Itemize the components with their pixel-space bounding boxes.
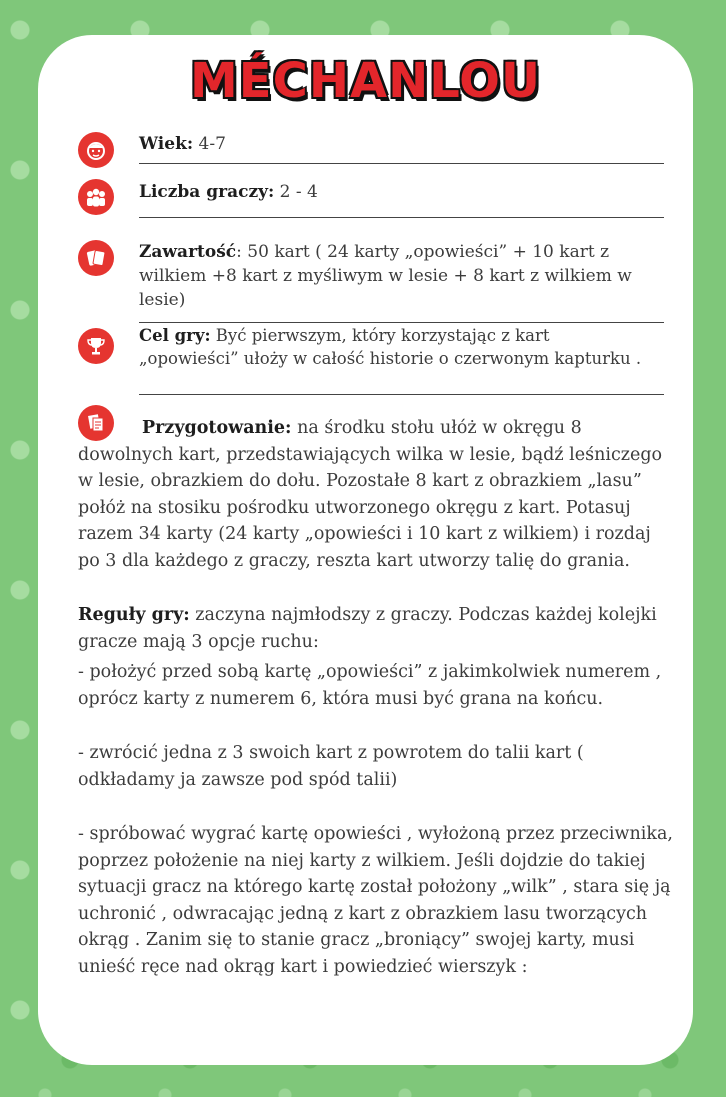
divider [139, 394, 664, 395]
rules-option-3: - spróbować wygrać kartę opowieści , wyłożoną przez przeciwnika, poprzez położenie na niej karty z wilkiem. Jeśli dojdzie do takiej sytuacji gracz na którego kartę został położony „wilk” , stara się ją uchronić , odwracając jedną z kart z obrazkiem lasu tworzących okrąg . Zanim się to stanie gracz „broniący” swojej karty, musi unieść ręce nad okrąg kart i powiedzieć wierszyk : [78, 824, 673, 977]
players-label: Liczba graczy: [139, 182, 275, 202]
goal-value: Być pierwszym, który korzystając z kart „opowieści” ułoży w całość historie o czerwonym kapturku . [139, 326, 642, 368]
divider [139, 217, 664, 218]
age-value: 4-7 [193, 134, 226, 154]
setup-text: na środku stołu ułóż w okręgu 8 dowolnych kart, przedstawiających wilka w lesie, bądź leśniczego w lesie, obrazkiem do dołu. Pozostałe 8 kart z obrazkiem „lasu” połóż na stosiku pośrodku utworzonego okręgu z kart. Potasuj razem 34 karty (24 karty „opowieści i 10 kart z wilkiem) i rozdaj po 3 dla każdego z graczy, reszta kart utworzy talię do grania. [78, 418, 663, 571]
players-row [139, 180, 318, 204]
players-value: 2 - 4 [274, 182, 318, 202]
rules-card [38, 35, 693, 1065]
setup-label: Przygotowanie: [142, 418, 292, 438]
main-text [78, 415, 678, 980]
players-group-icon [78, 179, 114, 215]
rules-option-1: - położyć przed sobą kartę „opowieści” z jakimkolwiek numerem , oprócz karty z numerem 6, która musi być grana na końcu. [78, 662, 662, 709]
rules-label: Reguły gry: [78, 605, 190, 625]
divider [139, 163, 664, 164]
contents-label: Zawartość [139, 242, 237, 262]
game-logo: MÉCHANLOU [190, 53, 541, 109]
rules-option-2: - zwrócić jedna z 3 swoich kart z powrotem do talii kart ( odkładamy ja zawsze pod spód talii) [78, 743, 584, 790]
rules-intro: zaczyna najmłodszy z graczy. Podczas każdej kolejki gracze mają 3 opcje ruchu: [78, 605, 657, 652]
contents-row [139, 240, 679, 312]
contents-value: : 50 kart ( 24 karty „opowieści” + 10 kart z wilkiem +8 kart z myśliwym w lesie + 8 kart z wilkiem w lesie) [139, 242, 632, 310]
divider [139, 322, 664, 323]
trophy-icon [78, 328, 114, 364]
cards-icon [78, 240, 114, 276]
age-label: Wiek: [139, 134, 194, 154]
child-face-icon [78, 132, 114, 168]
goal-row [139, 325, 649, 370]
rules-paragraph [78, 602, 678, 655]
setup-paragraph [78, 415, 678, 574]
goal-label: Cel gry: [139, 326, 211, 345]
age-row [139, 132, 226, 156]
